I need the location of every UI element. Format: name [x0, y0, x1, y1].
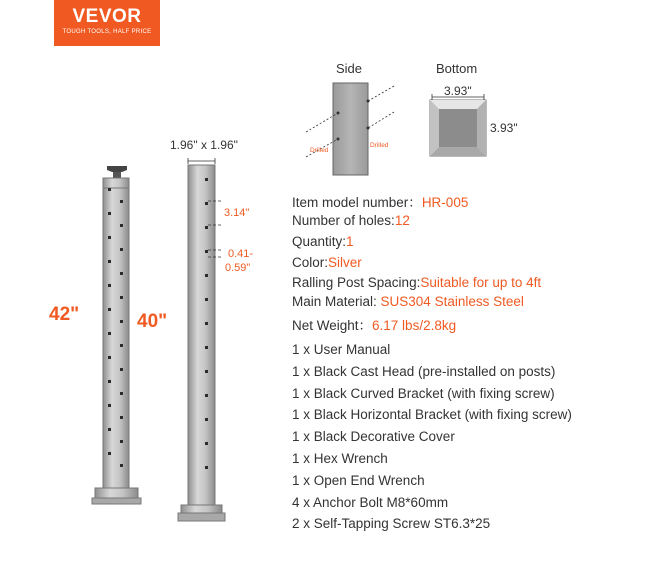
- spec-holes: [292, 213, 410, 228]
- side-view-label: Side: [336, 61, 363, 76]
- hole-spacing-label: 3.14": [224, 207, 250, 219]
- drilled-label-left: Drilled: [310, 147, 329, 154]
- spec-spacing: [292, 275, 541, 290]
- total-height-label: 42": [49, 304, 80, 325]
- spec-label: Ralling Post Spacing:: [292, 275, 421, 290]
- spec-value: HR-005: [421, 195, 469, 210]
- spec-value: Suitable for up to 4ft: [420, 275, 542, 290]
- spec-value: 1: [346, 234, 354, 249]
- bottom-view-label: Bottom: [436, 61, 478, 76]
- logo-tagline: TOUGH TOOLS, HALF PRICE: [62, 29, 152, 35]
- package-item: 1 x Black Curved Bracket (with fixing screw): [292, 386, 555, 401]
- drilled-label-right: Drilled: [370, 142, 389, 149]
- spec-label: Main Material:: [292, 294, 381, 309]
- bottom-width-label: 3.93": [444, 84, 472, 98]
- spec-value: Silver: [328, 255, 362, 270]
- spec-label: Color:: [292, 255, 329, 270]
- package-item: 1 x Black Decorative Cover: [292, 429, 455, 444]
- package-item: 1 x User Manual: [292, 342, 391, 357]
- side-view-post: [333, 83, 368, 175]
- hole-size-label-bottom: 0.59": [225, 262, 251, 274]
- spec-color: [292, 255, 362, 270]
- spec-quantity: [292, 234, 354, 249]
- package-item: 2 x Self-Tapping Screw ST6.3*25: [292, 516, 491, 531]
- package-item: 1 x Hex Wrench: [292, 451, 388, 466]
- package-item: 4 x Anchor Bolt M8*60mm: [292, 495, 449, 510]
- spec-label: Item model number：: [292, 195, 422, 210]
- spec-value: 12: [394, 213, 410, 228]
- spec-value: SUS304 Stainless Steel: [380, 294, 524, 309]
- bottom-depth-label: 3.93": [490, 121, 518, 135]
- spec-label: Number of holes:: [292, 213, 395, 228]
- spec-label: Quantity:: [292, 234, 347, 249]
- post-right: [178, 165, 225, 521]
- post-height-label: 40": [137, 311, 168, 332]
- spec-weight: [292, 314, 456, 334]
- package-item: 1 x Black Cast Head (pre-installed on posts): [292, 364, 556, 379]
- package-item: 1 x Open End Wrench: [292, 473, 425, 488]
- spec-label: Net Weight：: [292, 318, 373, 333]
- hole-size-label-top: 0.41-: [228, 248, 254, 260]
- post-section-label: 1.96" x 1.96": [170, 138, 238, 152]
- cast-head: [107, 166, 127, 172]
- logo-brand: VEVOR: [72, 6, 142, 27]
- post-left: [92, 166, 141, 504]
- spec-material: [292, 294, 524, 309]
- spec-value: 6.17 lbs/2.8kg: [372, 318, 457, 333]
- package-item: 1 x Black Horizontal Bracket (with fixing screw): [292, 407, 572, 422]
- spec-model: [292, 191, 468, 211]
